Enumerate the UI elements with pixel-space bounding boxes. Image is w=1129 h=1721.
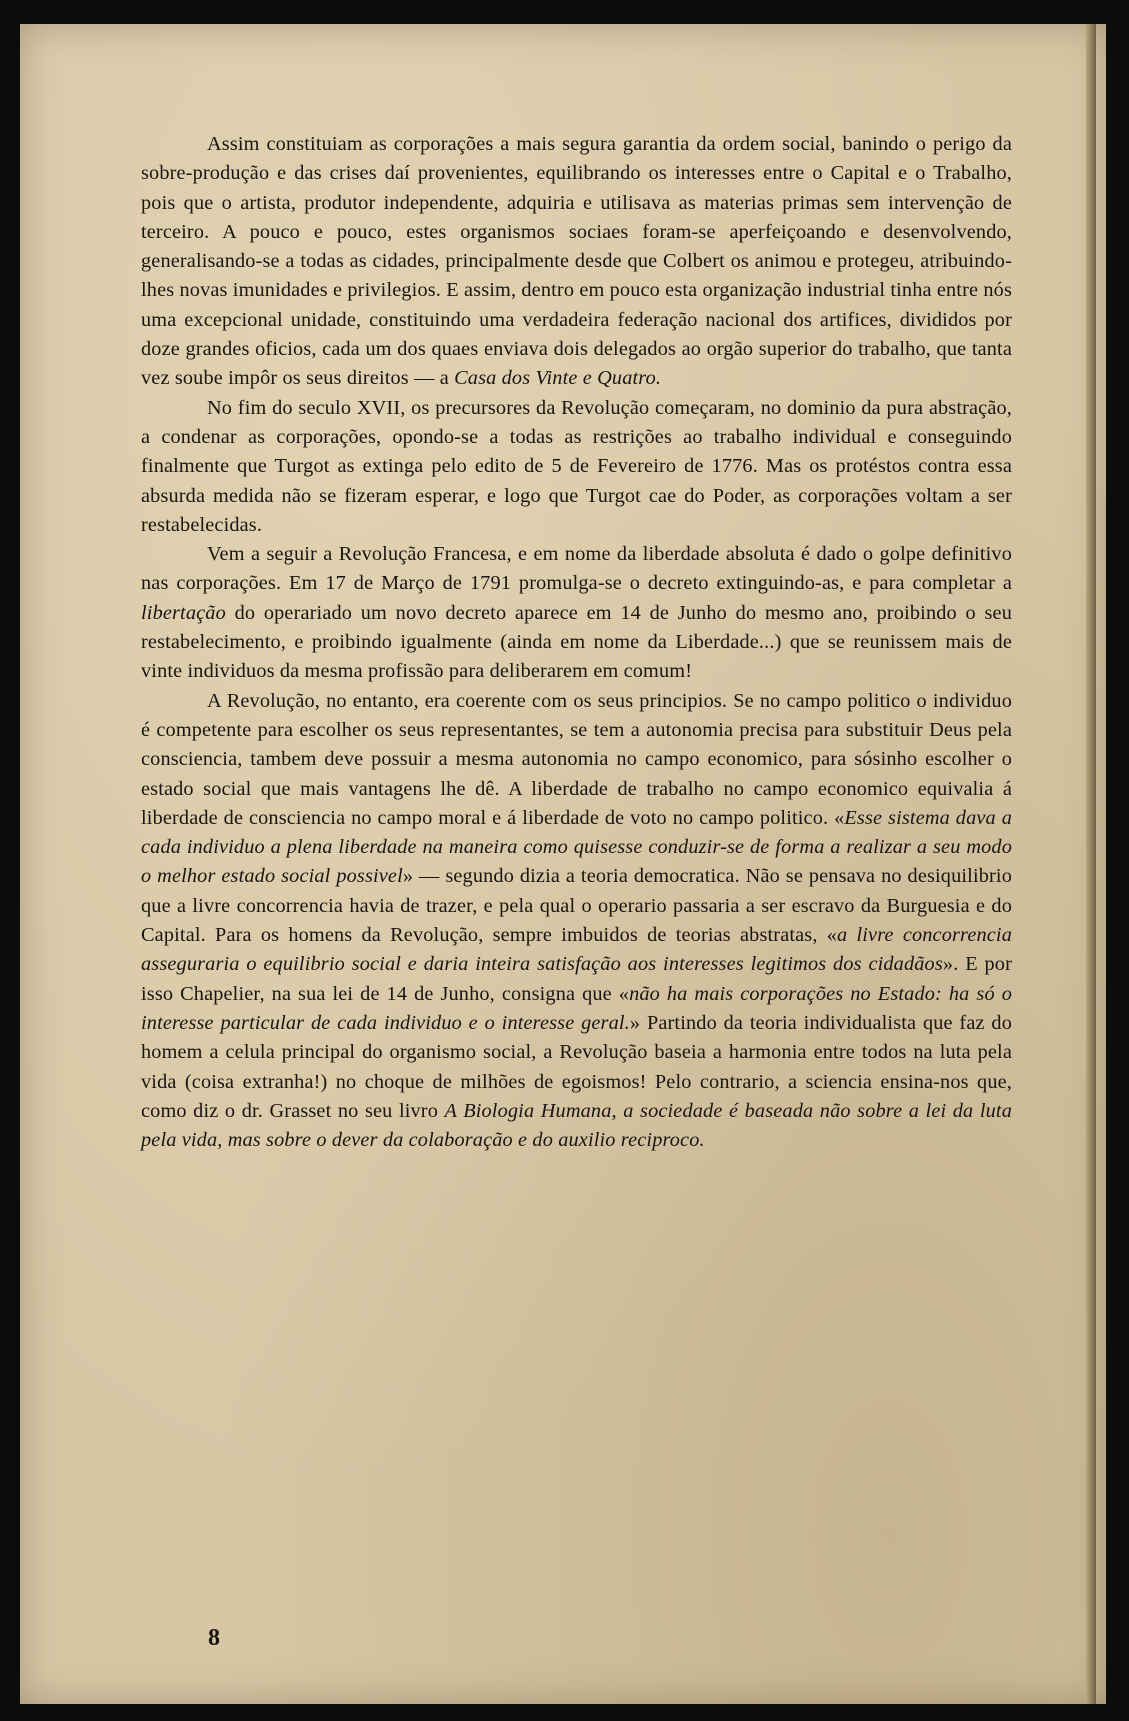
paragraph-3 [141, 540, 1012, 686]
italic-text-run: libertação [141, 601, 226, 624]
text-run: A Revolução, no entanto, era coerente com os seus principios. Se no campo politico o individuo é competente para escolher os seus representantes, se tem a autonomia precisa para substituir Deus pela consciencia, tambem deve possuir a mesma autonomia no campo economico, para sósinho escolher o estado social que mais vantagens lhe dê. A liberdade de trabalho no campo economico equivalia á liberdade de consciencia no campo moral e á liberdade de voto no campo politico. « [141, 689, 1012, 829]
text-run: do operariado um novo decreto aparece em 14 de Junho do mesmo ano, proibindo o seu restabelecimento, e proibindo igualmente (ainda em nome da Liberdade...) que se reunissem mais de vinte individuos da mesma profissão para deliberarem em comum! [141, 601, 1012, 683]
paragraph-1 [141, 130, 1012, 394]
text-run: ». E por isso Chapelier, na sua lei de 14 de Junho, consigna que « [141, 953, 1012, 1005]
text-run: » Partindo da teoria individualista que faz do homem a celula principal do organismo social, a Revolução baseia a harmonia entre todos na luta pela vida (coisa extranha!) no choque de milhões de egoismos! Pelo contrario, a sciencia ensina-nos que, como diz o dr. Grasset no seu livro [141, 1011, 1012, 1122]
page-fold-edge [1086, 24, 1096, 1704]
italic-text-run: não ha mais corporações no Estado: ha só o interesse particular de cada individuo e o interesse geral. [141, 982, 1012, 1034]
italic-text-run: A Biologia Humana, a sociedade é baseada não sobre a lei da luta pela vida, mas sobre o dever da colaboração e do auxilio reciproco. [141, 1099, 1012, 1152]
text-run: Vem a seguir a Revolução Francesa, e em nome da liberdade absoluta é dado o golpe definitivo nas corporações. Em 17 de Março de 1791 promulga-se o decreto extinguindo-as, e para completar a [141, 543, 1012, 595]
text-run: No fim do seculo XVII, os precursores da Revolução começaram, no dominio da pura abstração, a condenar as corporações, opondo-se a todas as restrições ao trabalho individual e conseguindo finalmente que Turgot as extinga pelo edito de 5 de Fevereiro de 1776. Mas os protéstos contra essa absurda medida não se fizeram esperar, e logo que Turgot cae do Poder, as corporações voltam a ser restabelecidas. [141, 396, 1012, 536]
italic-text-run: Esse sistema dava a cada individuo a plena liberdade na maneira como quisesse conduzir-se de forma a realizar a seu modo o melhor estado social possivel [141, 806, 1012, 888]
text-run: » — segundo dizia a teoria democratica. Não se pensava no desiquilibrio que a livre concorrencia havia de trazer, e pela qual o operario passaria a ser escravo da Burguesia e do Capital. Para os homens da Revolução, sempre imbuidos de teorias abstratas, « [141, 865, 1013, 947]
paragraph-2 [141, 394, 1012, 540]
text-run: Assim constituiam as corporações a mais segura garantia da ordem social, banindo o perigo da sobre-produção e das crises daí provenientes, equilibrando os interesses entre o Capital e o Trabalho, pois que o artista, produtor independente, adquiria e utilisava as materias primas sem intervenção de terceiro. A pouco e pouco, estes organismos sociaes foram-se aperfeiçoando e desenvolvendo, generalisando-se a todas as cidades, principalmente desde que Colbert os animou e protegeu, atribuindo-lhes novas imunidades e privilegios. E assim, dentro em pouco esta organização industrial tinha entre nós uma excepcional unidade, constituindo uma verdadeira federação nacional dos artifices, divididos por doze grandes oficios, cada um dos quaes enviava dois delegados ao orgão superior do trabalho, que tanta vez soube impôr os seus direitos — a [141, 133, 1012, 390]
italic-text-run: a livre concorrencia asseguraria o equilibrio social e daria inteira satisfação aos interesses legitimos dos cidadãos [141, 924, 1012, 976]
paragraph-4 [141, 687, 1012, 1156]
body-text [141, 130, 1012, 1155]
italic-text-run: Casa dos Vinte e Quatro. [454, 367, 662, 390]
page-number: 8 [208, 1625, 220, 1651]
